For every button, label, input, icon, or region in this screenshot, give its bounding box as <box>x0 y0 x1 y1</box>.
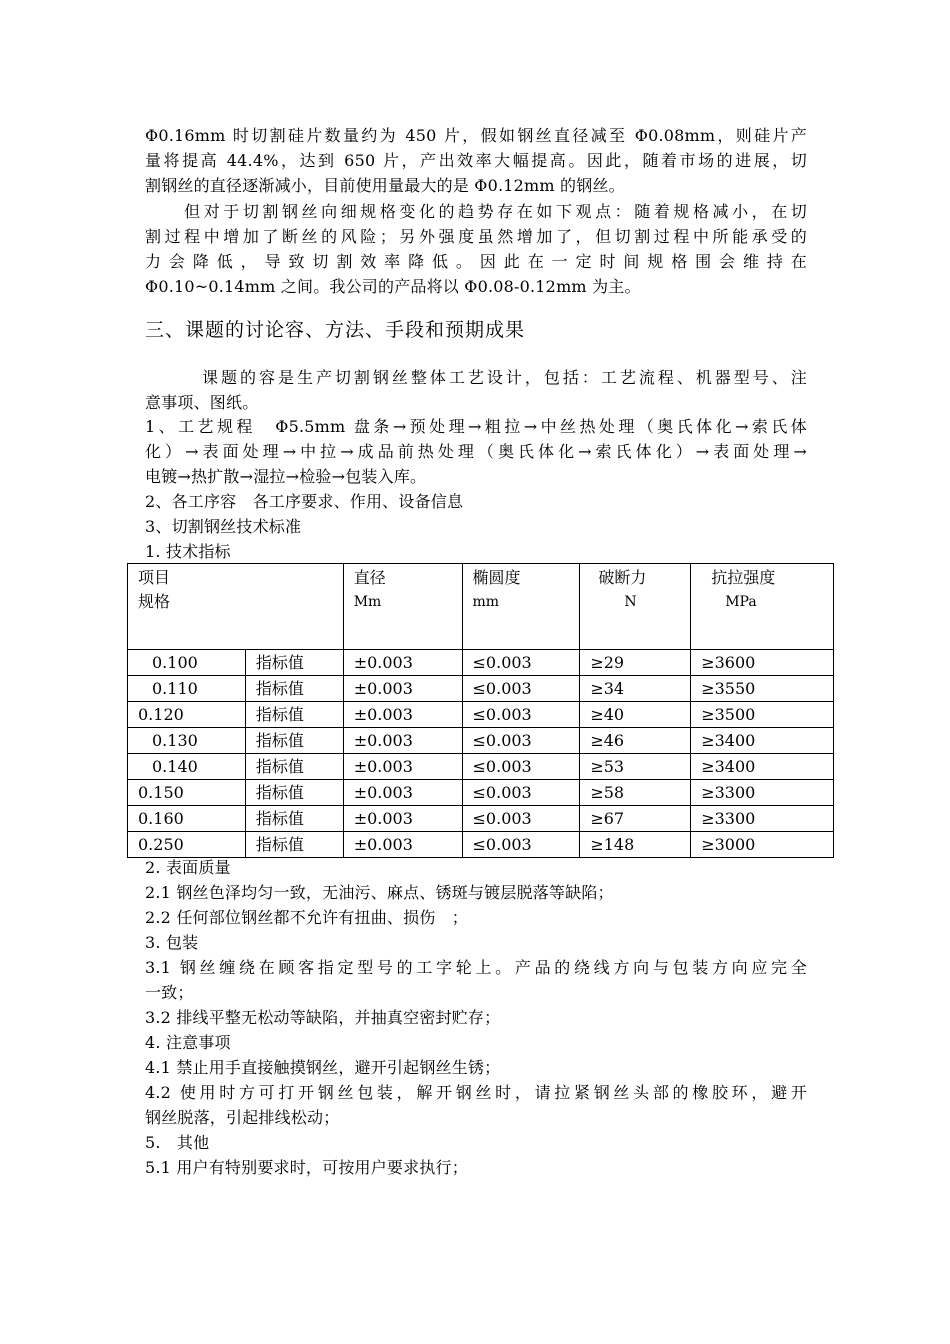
cell-spec: 0.110 <box>128 676 246 702</box>
cell-breaking: ≥148 <box>580 832 691 858</box>
header-breaking-label: 破断力 <box>598 568 647 587</box>
section-heading: 三、课题的讨论容、方法、手段和预期成果 <box>145 319 526 341</box>
notes-4-2-line-2: 钢丝脱落，引起排线松动； <box>145 1108 340 1127</box>
process-line-2: 化）→表面处理→中拉→成品前热处理（奥氏体化→索氏体化）→表面处理→ <box>145 442 807 461</box>
cell-tensile: ≥3000 <box>691 832 834 858</box>
header-ovality-label: 椭圆度 <box>472 568 521 587</box>
table-row <box>128 702 834 728</box>
cell-tensile: ≥3500 <box>691 702 834 728</box>
cell-diameter: ±0.003 <box>343 702 462 728</box>
cell-diameter: ±0.003 <box>343 754 462 780</box>
cell-tensile: ≥3300 <box>691 780 834 806</box>
intro-p1-line-2: 量将提高 44.4%，达到 650 片，产出效率大幅提高。因此，随着市场的进展，切 <box>145 151 807 170</box>
cell-ovality: ≤0.003 <box>462 676 580 702</box>
cell-spec: 0.120 <box>128 702 246 728</box>
cell-diameter: ±0.003 <box>343 780 462 806</box>
notes-4-2-line-1: 4.2 使用时方可打开钢丝包装，解开钢丝时，请拉紧钢丝头部的橡胶环，避开 <box>145 1083 807 1102</box>
cell-diameter: ±0.003 <box>343 728 462 754</box>
packaging-3-2: 3.2 排线平整无松动等缺陷，并抽真空密封贮存； <box>145 1008 501 1027</box>
packaging-heading: 3. 包装 <box>145 933 199 952</box>
cell-label: 指标值 <box>245 702 343 728</box>
cell-diameter: ±0.003 <box>343 806 462 832</box>
cell-spec: 0.160 <box>128 806 246 832</box>
table-row <box>128 650 834 676</box>
cell-spec: 0.100 <box>128 650 246 676</box>
cell-breaking: ≥34 <box>580 676 691 702</box>
cell-label: 指标值 <box>245 754 343 780</box>
cell-tensile: ≥3300 <box>691 806 834 832</box>
table-row <box>128 832 834 858</box>
cell-label: 指标值 <box>245 650 343 676</box>
item-2: 2、各工序容 各工序要求、作用、设备信息 <box>145 492 464 511</box>
cell-diameter: ±0.003 <box>343 650 462 676</box>
cell-breaking: ≥58 <box>580 780 691 806</box>
table-row <box>128 728 834 754</box>
intro-p2-line-2: 割过程中增加了断丝的风险；另外强度虽然增加了，但切割过程中所能承受的 <box>145 227 807 246</box>
cell-label: 指标值 <box>245 728 343 754</box>
cell-label: 指标值 <box>245 780 343 806</box>
body-intro-line-2: 意事项、图纸。 <box>145 393 259 412</box>
notes-4-1: 4.1 禁止用手直接触摸钢丝，避开引起钢丝生锈； <box>145 1058 501 1077</box>
other-heading: 5. 其他 <box>145 1133 210 1152</box>
cell-label: 指标值 <box>245 832 343 858</box>
header-tensile-unit: MPa <box>725 594 757 610</box>
surface-quality-2-1: 2.1 钢丝色泽均匀一致，无油污、麻点、锈斑与镀层脱落等缺陷； <box>145 883 614 902</box>
other-5-1: 5.1 用户有特别要求时，可按用户要求执行； <box>145 1158 468 1177</box>
packaging-3-1-line-2: 一致； <box>145 983 194 1002</box>
table-row <box>128 676 834 702</box>
header-diameter <box>343 564 462 650</box>
process-line-1: 1、工艺规程 Φ5.5mm 盘条→预处理→粗拉→中丝热处理（奥氏体化→索氏体 <box>145 417 807 436</box>
cell-label: 指标值 <box>245 806 343 832</box>
body-intro-line-1: 课题的容是生产切割钢丝整体工艺设计，包括：工艺流程、机器型号、注 <box>145 368 807 387</box>
cell-spec: 0.150 <box>128 780 246 806</box>
cell-breaking: ≥46 <box>580 728 691 754</box>
cell-ovality: ≤0.003 <box>462 650 580 676</box>
intro-p1-line-1: Φ0.16mm 时切割硅片数量约为 450 片，假如钢丝直径减至 Φ0.08mm，则硅片产 <box>145 126 807 145</box>
header-breaking-unit: N <box>624 594 637 610</box>
cell-breaking: ≥67 <box>580 806 691 832</box>
header-ovality <box>462 564 580 650</box>
cell-tensile: ≥3550 <box>691 676 834 702</box>
cell-ovality: ≤0.003 <box>462 728 580 754</box>
cell-ovality: ≤0.003 <box>462 806 580 832</box>
table-header-row <box>128 564 834 650</box>
header-tensile <box>691 564 834 650</box>
cell-tensile: ≥3400 <box>691 754 834 780</box>
table-row <box>128 754 834 780</box>
table-row <box>128 780 834 806</box>
cell-ovality: ≤0.003 <box>462 780 580 806</box>
header-item-spec <box>128 564 344 650</box>
header-spec: 规格 <box>138 592 171 611</box>
surface-quality-2-2: 2.2 任何部位钢丝都不允许有扭曲、损伤 ； <box>145 908 468 927</box>
intro-p2-line-1: 但对于切割钢丝向细规格变化的趋势存在如下观点：随着规格减小，在切 <box>145 202 807 221</box>
notes-heading: 4. 注意事项 <box>145 1033 231 1052</box>
item-3-1: 1. 技术指标 <box>145 542 231 561</box>
cell-breaking: ≥40 <box>580 702 691 728</box>
table-row <box>128 806 834 832</box>
cell-ovality: ≤0.003 <box>462 754 580 780</box>
header-item: 项目 <box>138 568 171 587</box>
header-diameter-label: 直径 <box>353 568 386 587</box>
surface-quality-heading: 2. 表面质量 <box>145 858 231 877</box>
cell-diameter: ±0.003 <box>343 676 462 702</box>
cell-diameter: ±0.003 <box>343 832 462 858</box>
header-diameter-unit: Mm <box>353 594 382 610</box>
header-breaking <box>580 564 691 650</box>
cell-breaking: ≥29 <box>580 650 691 676</box>
cell-spec: 0.140 <box>128 754 246 780</box>
cell-label: 指标值 <box>245 676 343 702</box>
item-3: 3、切割钢丝技术标准 <box>145 517 302 536</box>
header-tensile-label: 抗拉强度 <box>711 568 776 587</box>
cell-spec: 0.250 <box>128 832 246 858</box>
cell-ovality: ≤0.003 <box>462 702 580 728</box>
cell-tensile: ≥3400 <box>691 728 834 754</box>
intro-p2-line-4: Φ0.10~0.14mm 之间。我公司的产品将以 Φ0.08-0.12mm 为主。 <box>145 277 641 296</box>
cell-tensile: ≥3600 <box>691 650 834 676</box>
cell-ovality: ≤0.003 <box>462 832 580 858</box>
intro-p2-line-3: 力会降低，导致切割效率降低。因此在一定时间规格围会维持在 <box>145 252 807 271</box>
header-ovality-unit: mm <box>472 594 500 610</box>
tech-spec-table <box>127 563 834 858</box>
packaging-3-1-line-1: 3.1 钢丝缠绕在顾客指定型号的工字轮上。产品的绕线方向与包装方向应完全 <box>145 958 807 977</box>
cell-spec: 0.130 <box>128 728 246 754</box>
cell-breaking: ≥53 <box>580 754 691 780</box>
process-line-3: 电镀→热扩散→湿拉→检验→包装入库。 <box>145 467 427 486</box>
intro-p1-line-3: 割钢丝的直径逐渐减小，目前使用量最大的是 Φ0.12mm 的钢丝。 <box>145 176 625 195</box>
